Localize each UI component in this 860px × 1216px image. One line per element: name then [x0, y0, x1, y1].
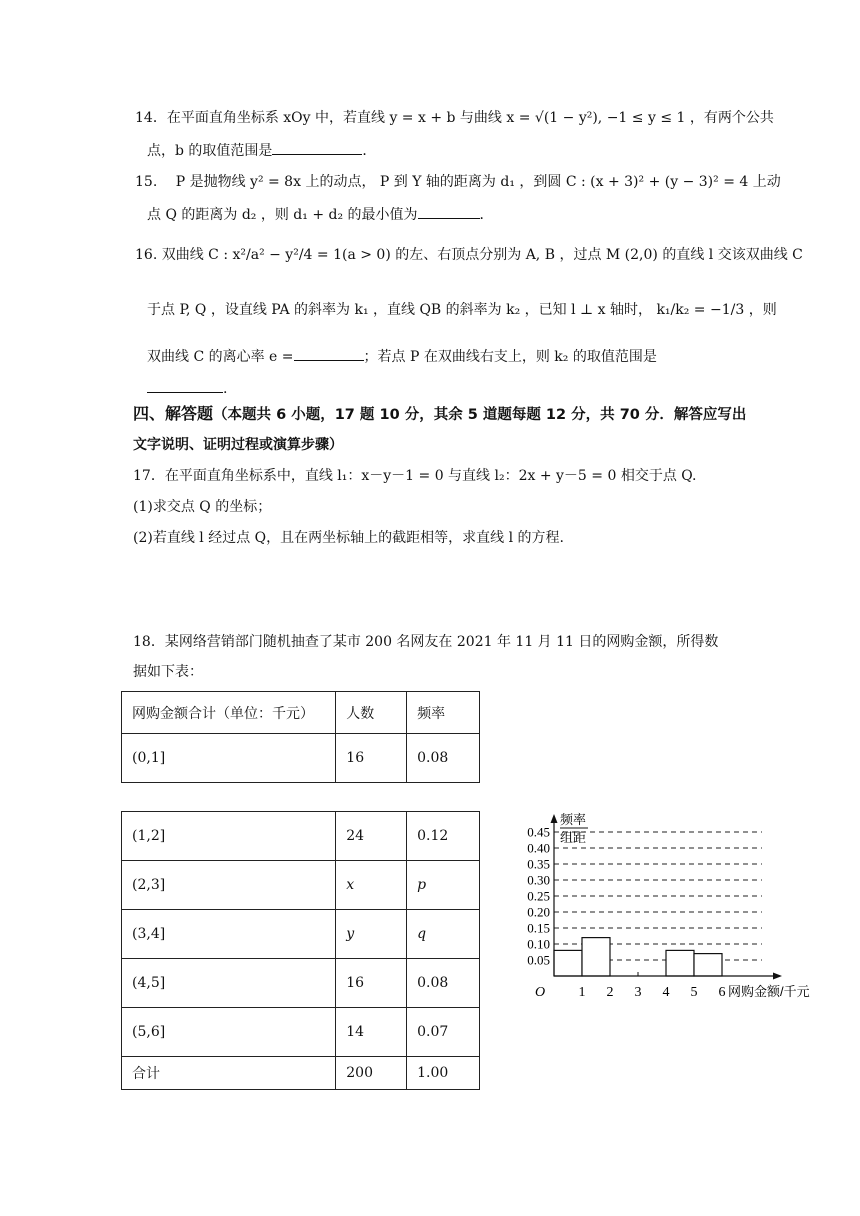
table-total-row: [122, 1057, 480, 1090]
section4-title: 四、解答题: [133, 404, 214, 423]
q17-line1: 17．在平面直角坐标系中，直线 l₁：x－y－1 = 0 与直线 l₂：2x + y－5 = 0 相交于点 Q.: [133, 468, 697, 484]
x-tick-label: 4: [662, 985, 670, 1000]
y-tick-label: 0.25: [527, 888, 550, 904]
section4-header-line1: [133, 404, 746, 425]
q15-line2: [147, 204, 494, 225]
histogram-bar: [666, 950, 694, 976]
cell-frequency: 0.08: [407, 959, 480, 1008]
q16-line1: 16. 双曲线 C : x²/a² − y²/4 = 1(a > 0) 的左、右顶点分别为 A, B ，过点 M (2,0) 的直线 l 交该双曲线 C: [135, 247, 803, 263]
y-tick-label: 0.45: [527, 824, 550, 840]
cell-frequency: q: [407, 910, 480, 959]
q16-line3-text: 双曲线 C 的离心率 e =: [147, 349, 294, 365]
histogram-bar: [554, 950, 582, 976]
x-tick-label: 2: [606, 985, 614, 1000]
x-tick-label: 5: [690, 985, 698, 1000]
q14-line1: 14．在平面直角坐标系 xOy 中，若直线 y = x + b 与曲线 x = √(1 − y²), −1 ≤ y ≤ 1 ，有两个公共: [135, 110, 774, 126]
q14-answer-blank[interactable]: [272, 140, 362, 155]
q18-line2: 据如下表：: [133, 664, 203, 680]
frequency-histogram: [512, 810, 832, 1010]
x-tick-label: 3: [634, 985, 642, 1000]
cell-count: 16: [336, 959, 407, 1008]
q16-eccentricity-blank[interactable]: [294, 346, 364, 361]
header-amount: 网购金额合计（单位：千元）: [122, 692, 336, 734]
histogram-bar: [694, 954, 722, 976]
cell-interval: (3,4]: [122, 910, 336, 959]
section4-header-line2: 文字说明、证明过程或演算步骤）: [133, 437, 343, 453]
cell-interval: (1,2]: [122, 812, 336, 861]
y-tick-label: 0.05: [527, 952, 550, 968]
cell-interval: (2,3]: [122, 861, 336, 910]
q17-part2: (2)若直线 l 经过点 Q，且在两坐标轴上的截距相等，求直线 l 的方程.: [133, 530, 564, 546]
y-tick-label: 0.15: [527, 920, 550, 936]
q15-answer-blank[interactable]: [418, 204, 480, 219]
x-axis-arrow-icon: [773, 973, 782, 980]
histogram-bar: [582, 938, 610, 976]
table-row: [122, 861, 480, 910]
y-tick-label: 0.40: [527, 840, 550, 856]
cell-count: 16: [336, 734, 407, 783]
y-tick-label: 0.10: [527, 936, 550, 952]
cell-interval: (5,6]: [122, 1008, 336, 1057]
q16-line4: [147, 378, 227, 399]
q17-part1: (1)求交点 Q 的坐标；: [133, 499, 272, 515]
cell-frequency: p: [407, 861, 480, 910]
cell-interval: (4,5]: [122, 959, 336, 1008]
q16-line3: [147, 346, 657, 367]
origin-label: O: [535, 985, 546, 1000]
table-row: [122, 959, 480, 1008]
table-row: [122, 1008, 480, 1057]
header-frequency: 频率: [407, 692, 480, 734]
cell-frequency: 0.12: [407, 812, 480, 861]
q18-line1: 18．某网络营销部门随机抽查了某市 200 名网友在 2021 年 11 月 11 日的网购金额，所得数: [133, 634, 719, 650]
y-tick-label: 0.35: [527, 856, 550, 872]
cell-interval: (0,1]: [122, 734, 336, 783]
q14-line2: [147, 140, 376, 161]
q16-line3-text2: ；若点 P 在双曲线右支上，则 k₂ 的取值范围是: [363, 349, 657, 365]
histogram-bars: [554, 938, 722, 976]
table-header-row: [122, 692, 480, 734]
cell-total-frequency: 1.00: [407, 1057, 480, 1090]
table-row: [122, 910, 480, 959]
y-axis-label-numerator: 频率: [560, 812, 587, 827]
q15-line2-end: ．: [479, 207, 494, 223]
cell-total-count: 200: [336, 1057, 407, 1090]
frequency-table-bottom: [121, 811, 480, 1090]
cell-count: 14: [336, 1008, 407, 1057]
header-count: 人数: [336, 692, 407, 734]
table-row: [122, 734, 480, 783]
cell-total-label: 合计: [122, 1057, 336, 1090]
cell-frequency: 0.08: [407, 734, 480, 783]
y-tick-label: 0.20: [527, 904, 550, 920]
x-tick-label: 6: [718, 985, 726, 1000]
q15-line2-text: 点 Q 的距离为 d₂ ，则 d₁ + d₂ 的最小值为: [147, 207, 418, 223]
cell-frequency: 0.07: [407, 1008, 480, 1057]
q14-line2-end: ．: [362, 143, 377, 159]
section4-note: （本题共 6 小题，17 题 10 分，其余 5 道题每题 12 分，共 70 分．解答应写出: [213, 407, 747, 423]
cell-count: x: [336, 861, 407, 910]
y-axis-arrow-icon: [551, 814, 558, 823]
x-axis-label: 网购金额/千元: [728, 984, 810, 999]
frequency-table-top: [121, 691, 480, 783]
cell-count: y: [336, 910, 407, 959]
q16-line2: 于点 P, Q ，设直线 PA 的斜率为 k₁ ，直线 QB 的斜率为 k₂ ，已知 l ⊥ x 轴时， k₁/k₂ = −1/3 ，则: [147, 302, 777, 318]
q16-k2-range-blank[interactable]: [147, 378, 223, 393]
y-axis-label-denominator: 组距: [560, 830, 587, 845]
table-row: [122, 812, 480, 861]
x-tick-label: 1: [578, 985, 586, 1000]
cell-count: 24: [336, 812, 407, 861]
y-tick-label: 0.30: [527, 872, 550, 888]
q16-line4-end: .: [223, 381, 228, 397]
q15-line1: 15. P 是抛物线 y² = 8x 上的动点， P 到 Y 轴的距离为 d₁ ，到圆 C : (x + 3)² + (y − 3)² = 4 上动: [135, 174, 781, 190]
q14-line2-text: 点，b 的取值范围是: [147, 143, 273, 159]
